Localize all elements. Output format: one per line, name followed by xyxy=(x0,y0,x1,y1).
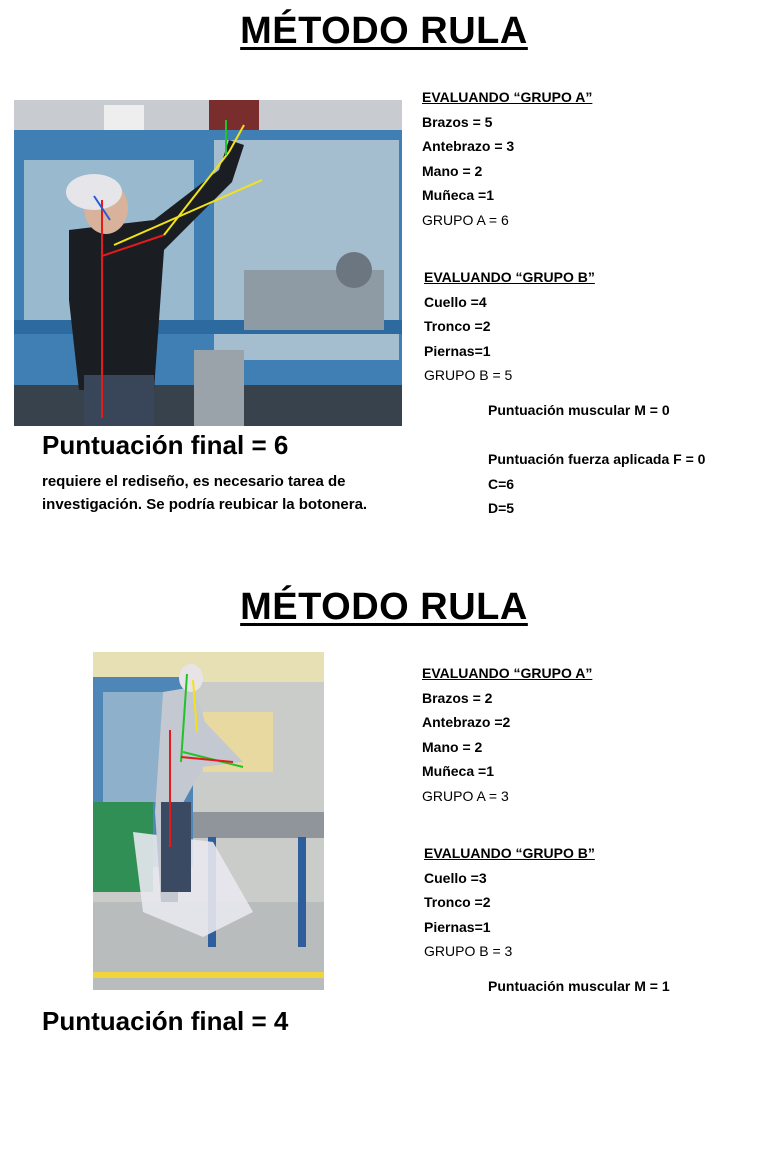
score-mano: Mano = 2 xyxy=(422,738,483,755)
group-a-block xyxy=(422,85,592,232)
slide-title: MÉTODO RULA xyxy=(240,10,528,52)
score-mano: Mano = 2 xyxy=(422,162,483,179)
slide-title: MÉTODO RULA xyxy=(240,586,528,628)
score-cuello: Cuello =3 xyxy=(424,869,487,886)
worker-photo-illustration xyxy=(93,652,324,990)
c-value: C=6 xyxy=(488,476,515,492)
muscular-score: Puntuación muscular M = 0 xyxy=(488,402,670,418)
final-description: requiere el rediseño, es necesario tarea de investigación. Se podría reubicar la botonera. xyxy=(42,473,368,513)
worker-photo-table xyxy=(93,652,324,990)
score-piernas: Piernas=1 xyxy=(424,342,491,359)
group-b-block xyxy=(424,265,595,388)
force-score: Puntuación fuerza aplicada F = 0 xyxy=(488,451,706,467)
group-a-header: EVALUANDO “GRUPO A” xyxy=(422,89,593,105)
muscular-score: Puntuación muscular M = 1 xyxy=(488,978,670,994)
group-a-total: GRUPO A = 6 xyxy=(422,211,509,228)
d-value: D=5 xyxy=(488,500,515,516)
group-b-header: EVALUANDO “GRUPO B” xyxy=(424,845,595,861)
score-muneca: Muñeca =1 xyxy=(422,187,494,203)
score-brazos: Brazos = 2 xyxy=(422,689,493,706)
score-antebrazo: Antebrazo =2 xyxy=(422,714,511,730)
group-a-total: GRUPO A = 3 xyxy=(422,787,509,804)
group-b-total: GRUPO B = 5 xyxy=(424,367,513,383)
score-cuello: Cuello =4 xyxy=(424,293,487,310)
score-tronco: Tronco =2 xyxy=(424,894,491,910)
worker-photo-illustration xyxy=(14,100,402,426)
group-a-header: EVALUANDO “GRUPO A” xyxy=(422,665,593,681)
final-score: Puntuación final = 4 xyxy=(42,1006,289,1036)
score-brazos: Brazos = 5 xyxy=(422,113,493,130)
score-muneca: Muñeca =1 xyxy=(422,763,494,779)
group-b-header: EVALUANDO “GRUPO B” xyxy=(424,269,595,285)
slide-2 xyxy=(0,576,768,1152)
final-score: Puntuación final = 6 xyxy=(42,430,289,460)
worker-photo-machine xyxy=(14,100,402,426)
group-b-total: GRUPO B = 3 xyxy=(424,943,513,959)
group-b-block xyxy=(424,841,595,964)
score-tronco: Tronco =2 xyxy=(424,318,491,334)
score-piernas: Piernas=1 xyxy=(424,918,491,935)
score-antebrazo: Antebrazo = 3 xyxy=(422,138,515,154)
group-a-block xyxy=(422,661,592,808)
